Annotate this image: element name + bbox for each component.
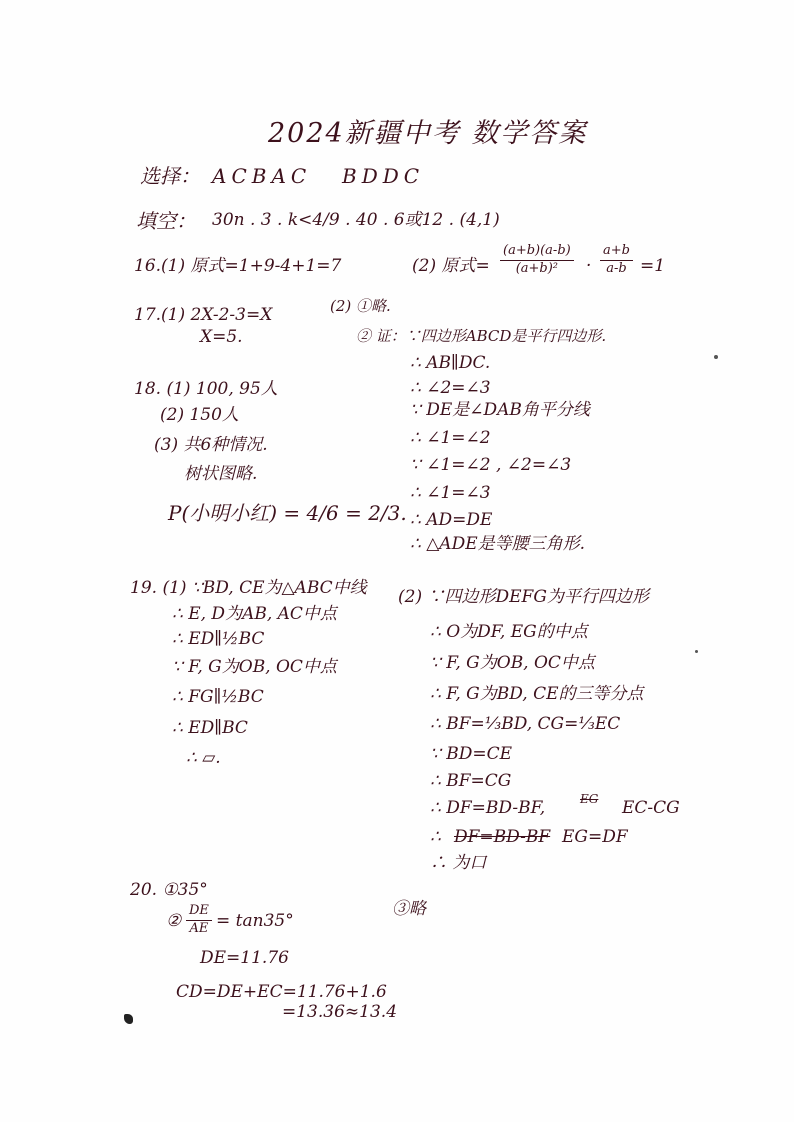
q19-part2-line-8b-crossed: EG: [580, 792, 599, 806]
q19-part2-line-3: ∵ F, G为OB, OC中点: [430, 653, 595, 673]
q20-line-1: 20. ①35°: [130, 880, 208, 900]
q20-line-2-prefix: ②: [166, 911, 182, 931]
q19-part2-line-9b-crossed: DF=BD-BF: [454, 827, 551, 847]
q19-part2-line-2: ∴ O为DF, EG的中点: [430, 622, 588, 642]
q19-part2-line-10: ∴ 为口: [430, 853, 487, 873]
scan-speck: [714, 355, 718, 359]
q17-part2-line-9: ∴ AD=DE: [410, 510, 493, 530]
q16-fraction-1-numerator: (a+b)(a-b): [500, 244, 574, 261]
q17-part2-line-4: ∴ ∠2=∠3: [410, 378, 491, 398]
q19-line-6: ∴ ED∥BC: [172, 718, 248, 738]
q16-multiply-dot: ·: [586, 256, 592, 276]
q18-line-2: (2) 150人: [160, 405, 239, 425]
q17-part2-line-10: ∴ △ADE是等腰三角形.: [410, 534, 586, 554]
q20-fraction-denominator: AE: [189, 920, 209, 936]
q16-fraction-1-denominator: (a+b)²: [515, 260, 559, 276]
q19-line-5: ∴ FG∥½BC: [172, 687, 264, 707]
q20-fraction: [186, 904, 212, 937]
fill-label: 填空：: [136, 209, 196, 233]
q16-part2-prefix: (2) 原式=: [412, 256, 490, 276]
scan-speck: [695, 650, 698, 653]
q16-part1: 16.(1) 原式=1+9-4+1=7: [134, 256, 342, 276]
q17-part2-line-7: ∵ ∠1=∠2 , ∠2=∠3: [410, 455, 572, 475]
q19-line-4: ∵ F, G为OB, OC中点: [172, 657, 337, 677]
q19-part2-line-8c: EC-CG: [622, 798, 680, 818]
q16-result: =1: [640, 256, 666, 276]
choice-label: 选择：: [140, 164, 200, 188]
q19-part2-line-5: ∴ BF=⅓BD, CG=⅓EC: [430, 714, 621, 734]
q19-line-2: ∴ E, D为AB, AC中点: [172, 604, 337, 624]
q17-part2-line-8: ∴ ∠1=∠3: [410, 483, 491, 503]
q18-line-5: P(小明小红) = 4/6 = 2/3.: [168, 501, 407, 525]
q19-part2-line-8a: ∴ DF=BD-BF,: [430, 798, 546, 818]
q18-line-4: 树状图略.: [184, 464, 258, 484]
q19-part2-line-7: ∴ BF=CG: [430, 771, 512, 791]
q19-part2-line-1: (2) ∵四边形DEFG为平行四边形: [398, 587, 649, 607]
q16-fraction-1: [500, 244, 574, 277]
choice-answers-1-5: ACBAC: [212, 164, 312, 188]
fill-answers: 30n . 3 . k<4/9 . 40 . 6或12 . (4,1): [212, 210, 500, 230]
page-title: 2024新疆中考 数学答案: [268, 118, 588, 149]
q19-part2-line-9a: ∴: [430, 827, 441, 847]
q18-line-3: (3) 共6种情况.: [154, 435, 268, 455]
q17-line-2: X=5.: [200, 327, 243, 347]
q19-part2-line-9c: EG=DF: [562, 827, 628, 847]
q17-part2-line-6: ∴ ∠1=∠2: [410, 428, 491, 448]
q20-line-3: DE=11.76: [200, 948, 289, 968]
choice-answers-6-9: BDDC: [342, 164, 425, 188]
q17-line-1: 17.(1) 2X-2-3=X: [134, 305, 273, 325]
q18-line-1: 18. (1) 100, 95人: [134, 379, 278, 399]
q20-part3: ③略: [392, 899, 426, 919]
q17-part2-line-5: ∵ DE是∠DAB角平分线: [410, 400, 590, 420]
q19-part2-line-6: ∵ BD=CE: [430, 744, 513, 764]
scan-smudge: [124, 1014, 133, 1024]
q19-line-3: ∴ ED∥½BC: [172, 629, 265, 649]
q20-line-4: CD=DE+EC=11.76+1.6: [176, 982, 387, 1002]
q17-part2-line-1: (2) ①略.: [330, 297, 391, 315]
q16-fraction-2-numerator: a+b: [600, 244, 633, 261]
q17-part2-line-2: ② 证：∵四边形ABCD是平行四边形.: [356, 327, 607, 345]
q20-line-5: =13.36≈13.4: [282, 1002, 398, 1022]
q20-line-2-suffix: = tan35°: [216, 911, 294, 931]
q19-part2-line-4: ∴ F, G为BD, CE的三等分点: [430, 684, 644, 704]
q19-line-1: 19. (1) ∵BD, CE为△ABC中线: [130, 578, 367, 598]
q16-fraction-2: [600, 244, 633, 277]
q17-part2-line-3: ∴ AB∥DC.: [410, 353, 491, 373]
q19-line-7: ∴ ▱.: [186, 748, 221, 768]
q20-fraction-numerator: DE: [186, 904, 212, 921]
q16-fraction-2-denominator: a-b: [606, 260, 627, 276]
